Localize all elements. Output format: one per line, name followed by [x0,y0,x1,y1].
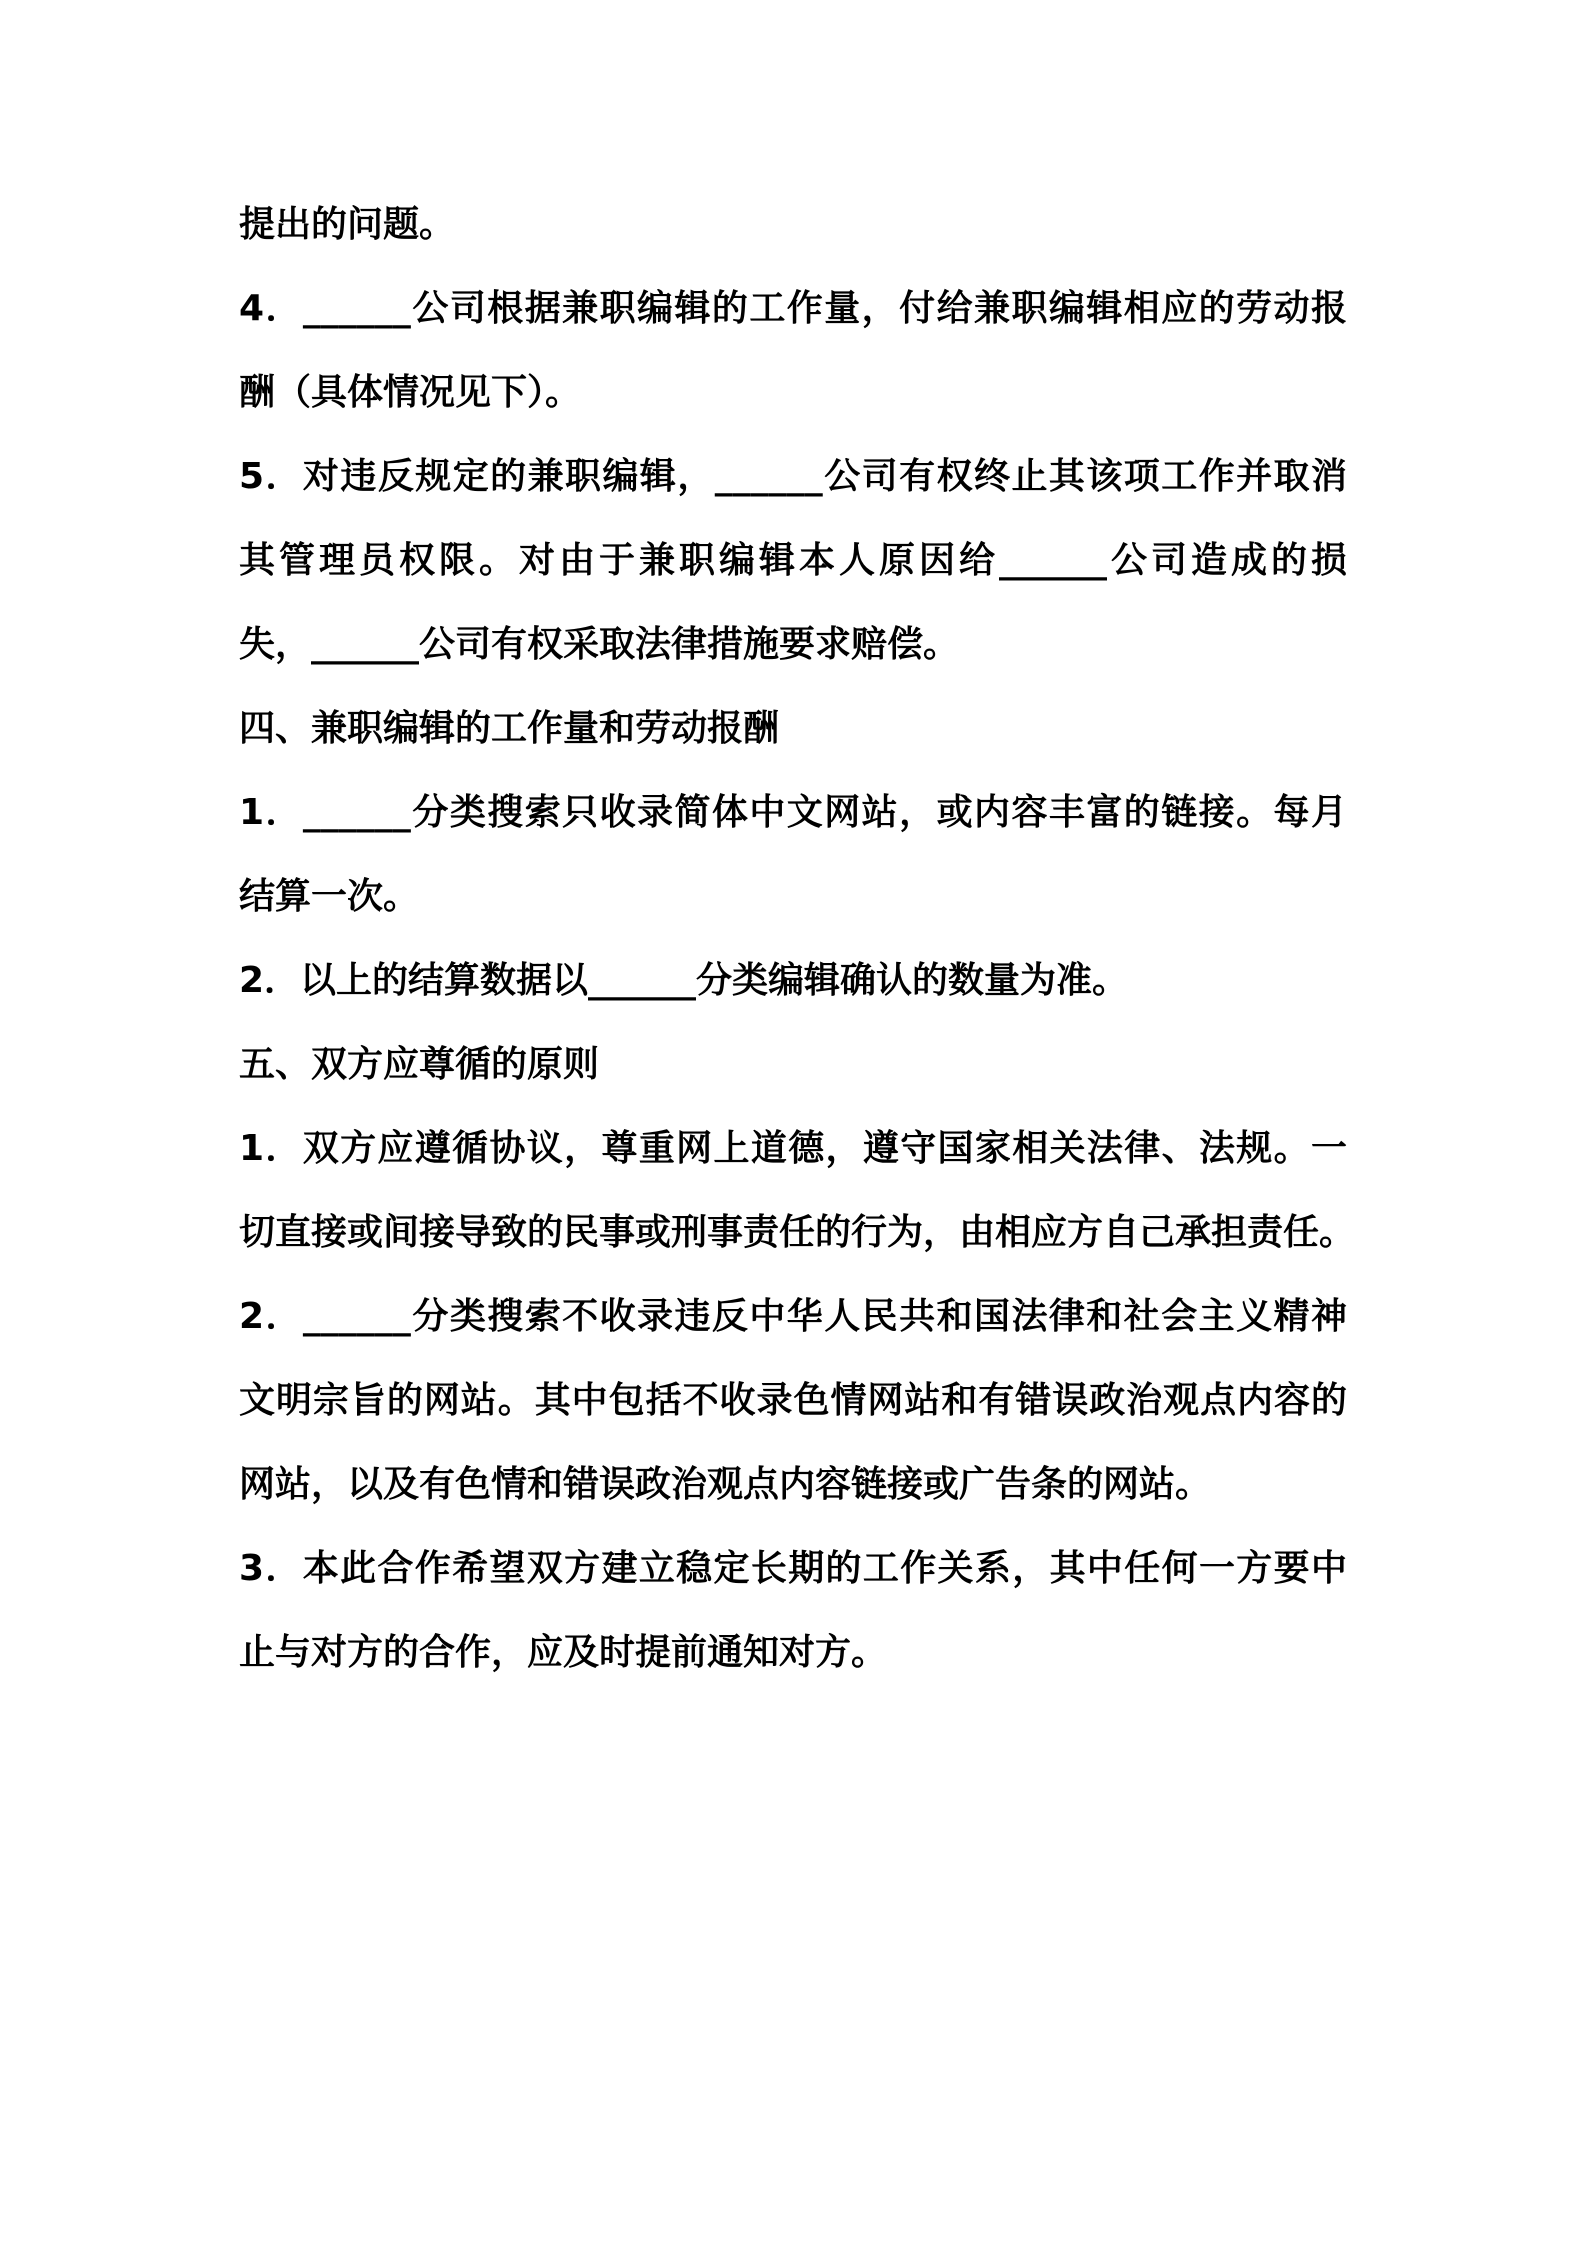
doc-line-s5-item-2: 2．______分类搜索不收录违反中华人民共和国法律和社会主义精神 [239,1296,1347,1337]
doc-heading-section-5: 五、双方应尊循的原则 [239,1044,600,1085]
doc-line-s5-item-3: 3．本此合作希望双方建立稳定长期的工作关系，其中任何一方要中 [239,1548,1347,1589]
doc-line-s5-item-1-end: 切直接或间接导致的民事或刑事责任的行为，由相应方自己承担责任。 [239,1212,1356,1253]
doc-heading-section-4: 四、兼职编辑的工作量和劳动报酬 [239,708,780,749]
doc-line-s5-item-2-cont: 文明宗旨的网站。其中包括不收录色情网站和有错误政治观点内容的 [239,1380,1347,1421]
doc-line-clause-5: 5．对违反规定的兼职编辑，______公司有权终止其该项工作并取消 [239,456,1347,497]
doc-line-s5-item-3-end: 止与对方的合作，应及时提前通知对方。 [239,1632,888,1673]
doc-line-clause-5-end: 失，______公司有权采取法律措施要求赔偿。 [239,624,960,665]
doc-line-s4-item-1-end: 结算一次。 [239,876,420,917]
contract-body [239,183,1356,1695]
doc-line-s4-item-2: 2．以上的结算数据以______分类编辑确认的数量为准。 [239,960,1129,1001]
doc-line-clause-5-cont: 其管理员权限。对由于兼职编辑本人原因给______公司造成的损 [239,540,1347,581]
doc-line-s4-item-1: 1．______分类搜索只收录简体中文网站，或内容丰富的链接。每月 [239,792,1347,833]
doc-line-s5-item-2-end: 网站，以及有色情和错误政治观点内容链接或广告条的网站。 [239,1464,1212,1505]
doc-line-s5-item-1: 1．双方应遵循协议，尊重网上道德，遵守国家相关法律、法规。一 [239,1128,1347,1169]
doc-line-clause-4-cont: 酬（具体情况见下）。 [239,372,582,413]
doc-line-continuation: 提出的问题。 [239,204,456,245]
doc-line-clause-4: 4．______公司根据兼职编辑的工作量，付给兼职编辑相应的劳动报 [239,288,1347,329]
